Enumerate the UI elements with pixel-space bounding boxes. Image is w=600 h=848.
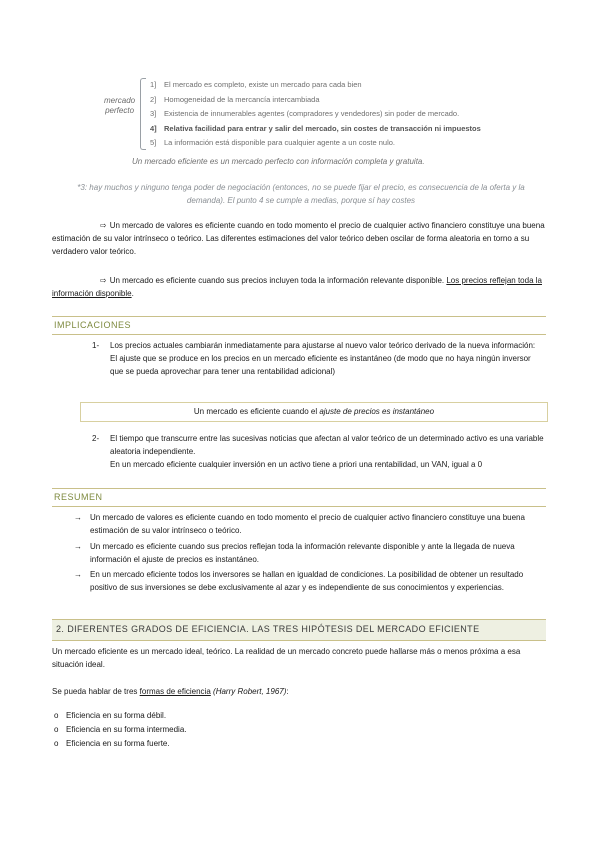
bullet-icon: o [54, 711, 59, 720]
list-item: 3] Existencia de innumerables agentes (compradores y vendedores) sin poder de mercado. [150, 109, 460, 118]
list-item: → Un mercado de valores es eficiente cuando en todo momento el precio de cualquier activo financiero constituye una buena estimación de su valor intrínseco o teórico. [74, 513, 525, 535]
section-rule [52, 488, 546, 489]
paragraph-information: ⇨ Un mercado es eficiente cuando sus precios incluyen toda la información relevante disponible. Los precios reflejan toda la información disponible. [52, 276, 542, 298]
list-item: o Eficiencia en su forma fuerte. [54, 739, 170, 748]
list-item: 5] La información está disponible para cualquier agente a un coste nulo. [150, 138, 395, 147]
arrow-icon: ⇨ [100, 276, 107, 285]
brace-bracket [140, 78, 146, 150]
bullet-icon: o [54, 725, 59, 734]
implication-item-1: 1- Los precios actuales cambiarán inmediatamente para ajustarse al nuevo valor teórico derivado de la nueva información: El ajuste que se produce en los precios en un mercado eficiente es instantáneo (de modo que no haya ningún inversor que se pueda aprovechar para tener una rentabilidad adicional) [92, 339, 546, 378]
list-item: o Eficiencia en su forma débil. [54, 711, 167, 720]
paragraph-text: Un mercado de valores es eficiente cuando en todo momento el precio de cualquier activo financiero constituye una buena estimación de su valor intrínseco o teórico. Las diferentes estimaciones del valor teórico deben oscilar de forma aleatoria en torno a su verdadero valor teórico. [52, 221, 545, 256]
list-item: 4] Relativa facilidad para entrar y salir del mercado, sin costes de transacción ni impuestos [150, 123, 481, 133]
implication-text: Los precios actuales cambiarán inmediatamente para ajustarse al nuevo valor teórico derivado de la nueva información: [110, 341, 536, 350]
underlined-text: Los precios reflejan toda la información disponible [52, 276, 542, 298]
mercado-perfecto-label [104, 96, 135, 116]
arrow-icon: ⇨ [100, 221, 107, 230]
section-title-resumen: RESUMEN [54, 492, 103, 502]
list-item: o Eficiencia en su forma intermedia. [54, 725, 187, 734]
footnote: *3: hay muchos y ninguno tenga poder de negociación (entonces, no se puede fijar el precio, es consecuencia de la oferta y la demanda). El punto 4 se cumple a medias, porque sí hay costes [77, 183, 525, 205]
paragraph-text: Un mercado es eficiente cuando sus precios incluyen toda la información relevante disponible. [109, 276, 445, 285]
forms-intro: Se pueda hablar de tres formas de eficiencia (Harry Robert, 1967): [52, 687, 289, 696]
section-title-implicaciones: IMPLICACIONES [54, 320, 132, 330]
side-label-perfecto: perfecto [105, 106, 135, 115]
list-item: → Un mercado es eficiente cuando sus precios reflejan toda la información relevante disponible y ante la llegada de nueva información el ajuste de precios es instantáneo. [74, 542, 515, 564]
implication-text: El ajuste que se produce en los precios en un mercado eficiente es instantáneo (de modo que no haya ningún inversor que se pueda aprovechar para tener una rentabilidad adicional) [110, 354, 531, 376]
arrow-icon: → [74, 542, 82, 551]
implication-text: El tiempo que transcurre entre las sucesivas noticias que afectan al valor teórico de un determinado activo es una variable aleatoria independiente. [110, 434, 544, 456]
section-2-heading [52, 619, 546, 641]
section-title: 2. DIFERENTES GRADOS DE EFICIENCIA. LAS TRES HIPÓTESIS DEL MERCADO EFICIENTE [56, 624, 480, 634]
bullet-icon: o [54, 739, 59, 748]
list-item: → En un mercado eficiente todos los inversores se hallan en igualdad de condiciones. La posibilidad de obtener un resultado positivo de sus inversiones se debe exclusivamente al azar y es independiente de sus conocimientos y experiencias. [74, 570, 524, 592]
perfect-market-list [150, 78, 510, 151]
list-item: 1] El mercado es completo, existe un mercado para cada bien [150, 80, 362, 89]
list-item: 2] Homogeneidad de la mercancía intercambiada [150, 94, 320, 104]
section-rule [52, 316, 546, 317]
arrow-icon: → [74, 513, 82, 522]
implication-item-2: 2- El tiempo que transcurre entre las sucesivas noticias que afectan al valor teórico de un determinado activo es una variable aleatoria independiente. En un mercado eficiente cualquier inversión en un activo tiene a priori una rentabilidad, un VAN, igual a 0 [92, 432, 546, 471]
side-label-mercado: mercado [104, 96, 136, 105]
arrow-icon: → [74, 570, 82, 579]
section-rule [52, 334, 546, 335]
paragraph-intro: Un mercado eficiente es un mercado ideal, teórico. La realidad de un mercado concreto puede hallarse más o menos próxima a esa situación ideal. [52, 647, 521, 669]
efficient-market-definition: Un mercado eficiente es un mercado perfecto con información completa y gratuita. [132, 157, 425, 166]
paragraph-definition [52, 219, 546, 258]
section-rule [52, 506, 546, 507]
highlight-box: Un mercado es eficiente cuando el ajuste de precios es instantáneo [80, 402, 548, 422]
implication-text: En un mercado eficiente cualquier inversión en un activo tiene a priori una rentabilidad, un VAN, igual a 0 [110, 460, 483, 469]
